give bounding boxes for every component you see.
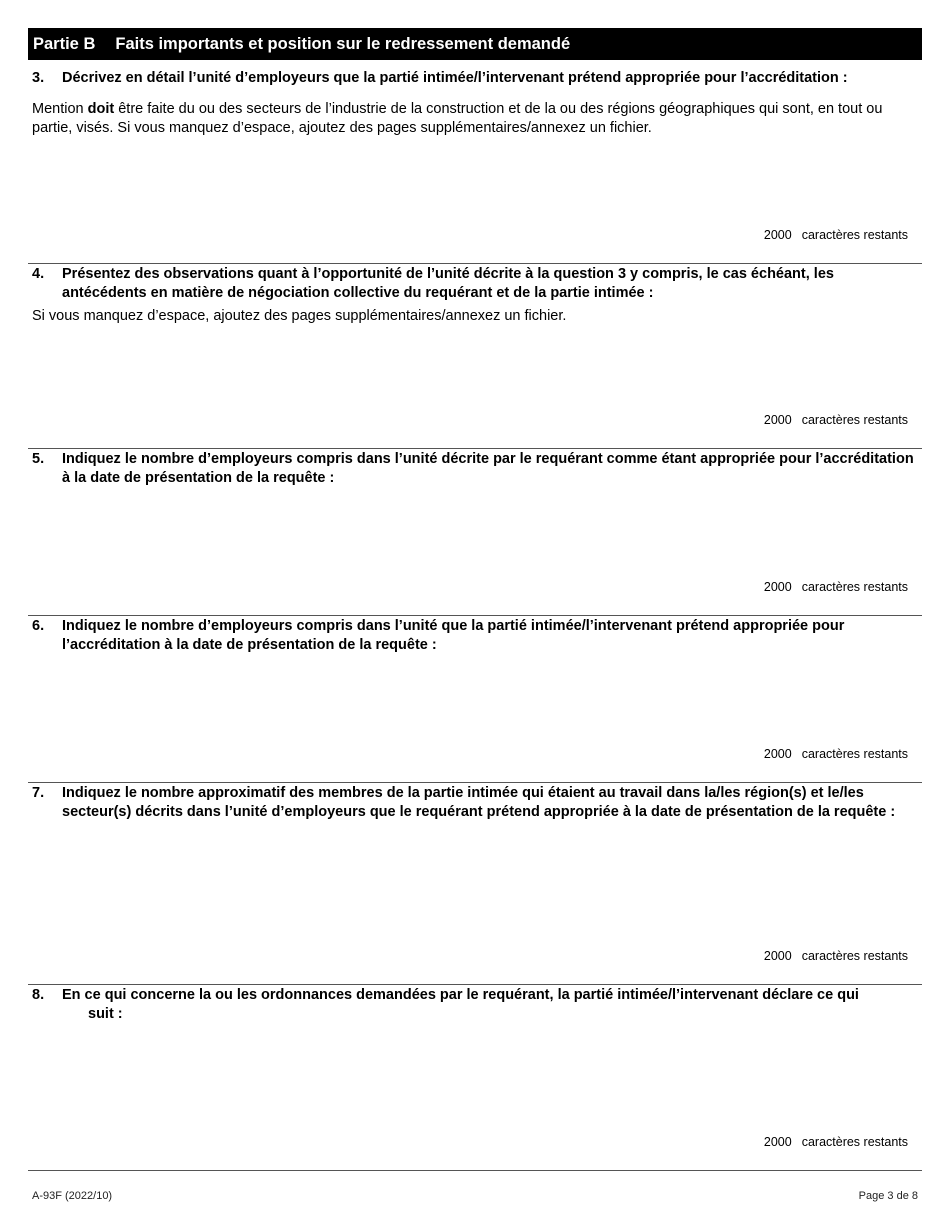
question-text: Décrivez en détail l’unité d’employeurs que la partié intimée/l’intervenant prétend appropriée pour l’accréditation :: [62, 70, 848, 86]
divider: [28, 448, 922, 449]
divider: [28, 984, 922, 985]
section-header: [28, 28, 922, 60]
question-6: [28, 617, 922, 654]
question-8: [28, 986, 922, 1023]
char-counter-8: 2000 caractères restants: [763, 1135, 908, 1149]
char-counter-5: 2000 caractères restants: [763, 580, 908, 594]
answer-field-4[interactable]: [28, 325, 922, 405]
divider: [28, 782, 922, 783]
section-part-label: Partie B: [33, 34, 96, 53]
question-5: [28, 450, 922, 487]
char-counter-3: 2000 caractères restants: [763, 228, 908, 242]
question-number: 4.: [32, 266, 45, 282]
question-number: 6.: [32, 618, 45, 634]
answer-field-6[interactable]: [28, 659, 922, 739]
question-number: 5.: [32, 451, 45, 467]
char-counter-7: 2000 caractères restants: [763, 949, 908, 963]
answer-field-7[interactable]: [28, 845, 922, 940]
answer-field-3[interactable]: [28, 140, 922, 220]
question-number: 3.: [32, 70, 45, 86]
question-text: Indiquez le nombre approximatif des membres de la partie intimée qui étaient au travail dans la/les région(s) et le/les secteur(s) décrits dans l’unité d’employeurs que le requérant prétend appropriée à la date de présentation de la requête :: [62, 785, 896, 820]
question-3: [28, 69, 922, 138]
divider: [28, 1170, 922, 1171]
answer-field-5[interactable]: [28, 492, 922, 572]
question-text: Indiquez le nombre d’employeurs compris dans l’unité que la partié intimée/l’intervenant prétend appropriée pour l’accréditation à la date de présentation de la requête :: [62, 618, 845, 653]
char-counter-4: 2000 caractères restants: [763, 413, 908, 427]
divider: [28, 263, 922, 264]
form-id: A-93F (2022/10): [32, 1190, 113, 1202]
question-number: 7.: [32, 785, 45, 801]
page-number: Page 3 de 8: [858, 1190, 918, 1202]
question-text: Indiquez le nombre d’employeurs compris dans l’unité décrite par le requérant comme étant appropriée pour l’accréditation à la date de présentation de la requête :: [62, 451, 914, 486]
section-title: Faits importants et position sur le redressement demandé: [115, 34, 571, 53]
answer-field-8[interactable]: [28, 1030, 922, 1125]
question-number: 8.: [32, 987, 45, 1003]
divider: [28, 615, 922, 616]
question-text: En ce qui concerne la ou les ordonnances demandées par le requérant, la partié intimée/l’intervenant déclare ce qui suit :: [62, 987, 859, 1022]
question-text: Présentez des observations quant à l’opportunité de l’unité décrite à la question 3 y compris, le cas échéant, les antécédents en matière de négociation collective du requérant et de la partie intimée :: [62, 266, 834, 301]
question-instruction: Si vous manquez d’espace, ajoutez des pages supplémentaires/annexez un fichier.: [32, 308, 567, 324]
question-7: [28, 784, 922, 821]
char-counter-6: 2000 caractères restants: [763, 747, 908, 761]
question-instruction: Mention doit être faite du ou des secteurs de l’industrie de la construction et de la ou des régions géographiques qui sont, en tout ou partie, visés. Si vous manquez d’espace, ajoutez des pages supplémentaires/annexez un fichier.: [32, 100, 883, 136]
question-4: [28, 265, 922, 326]
